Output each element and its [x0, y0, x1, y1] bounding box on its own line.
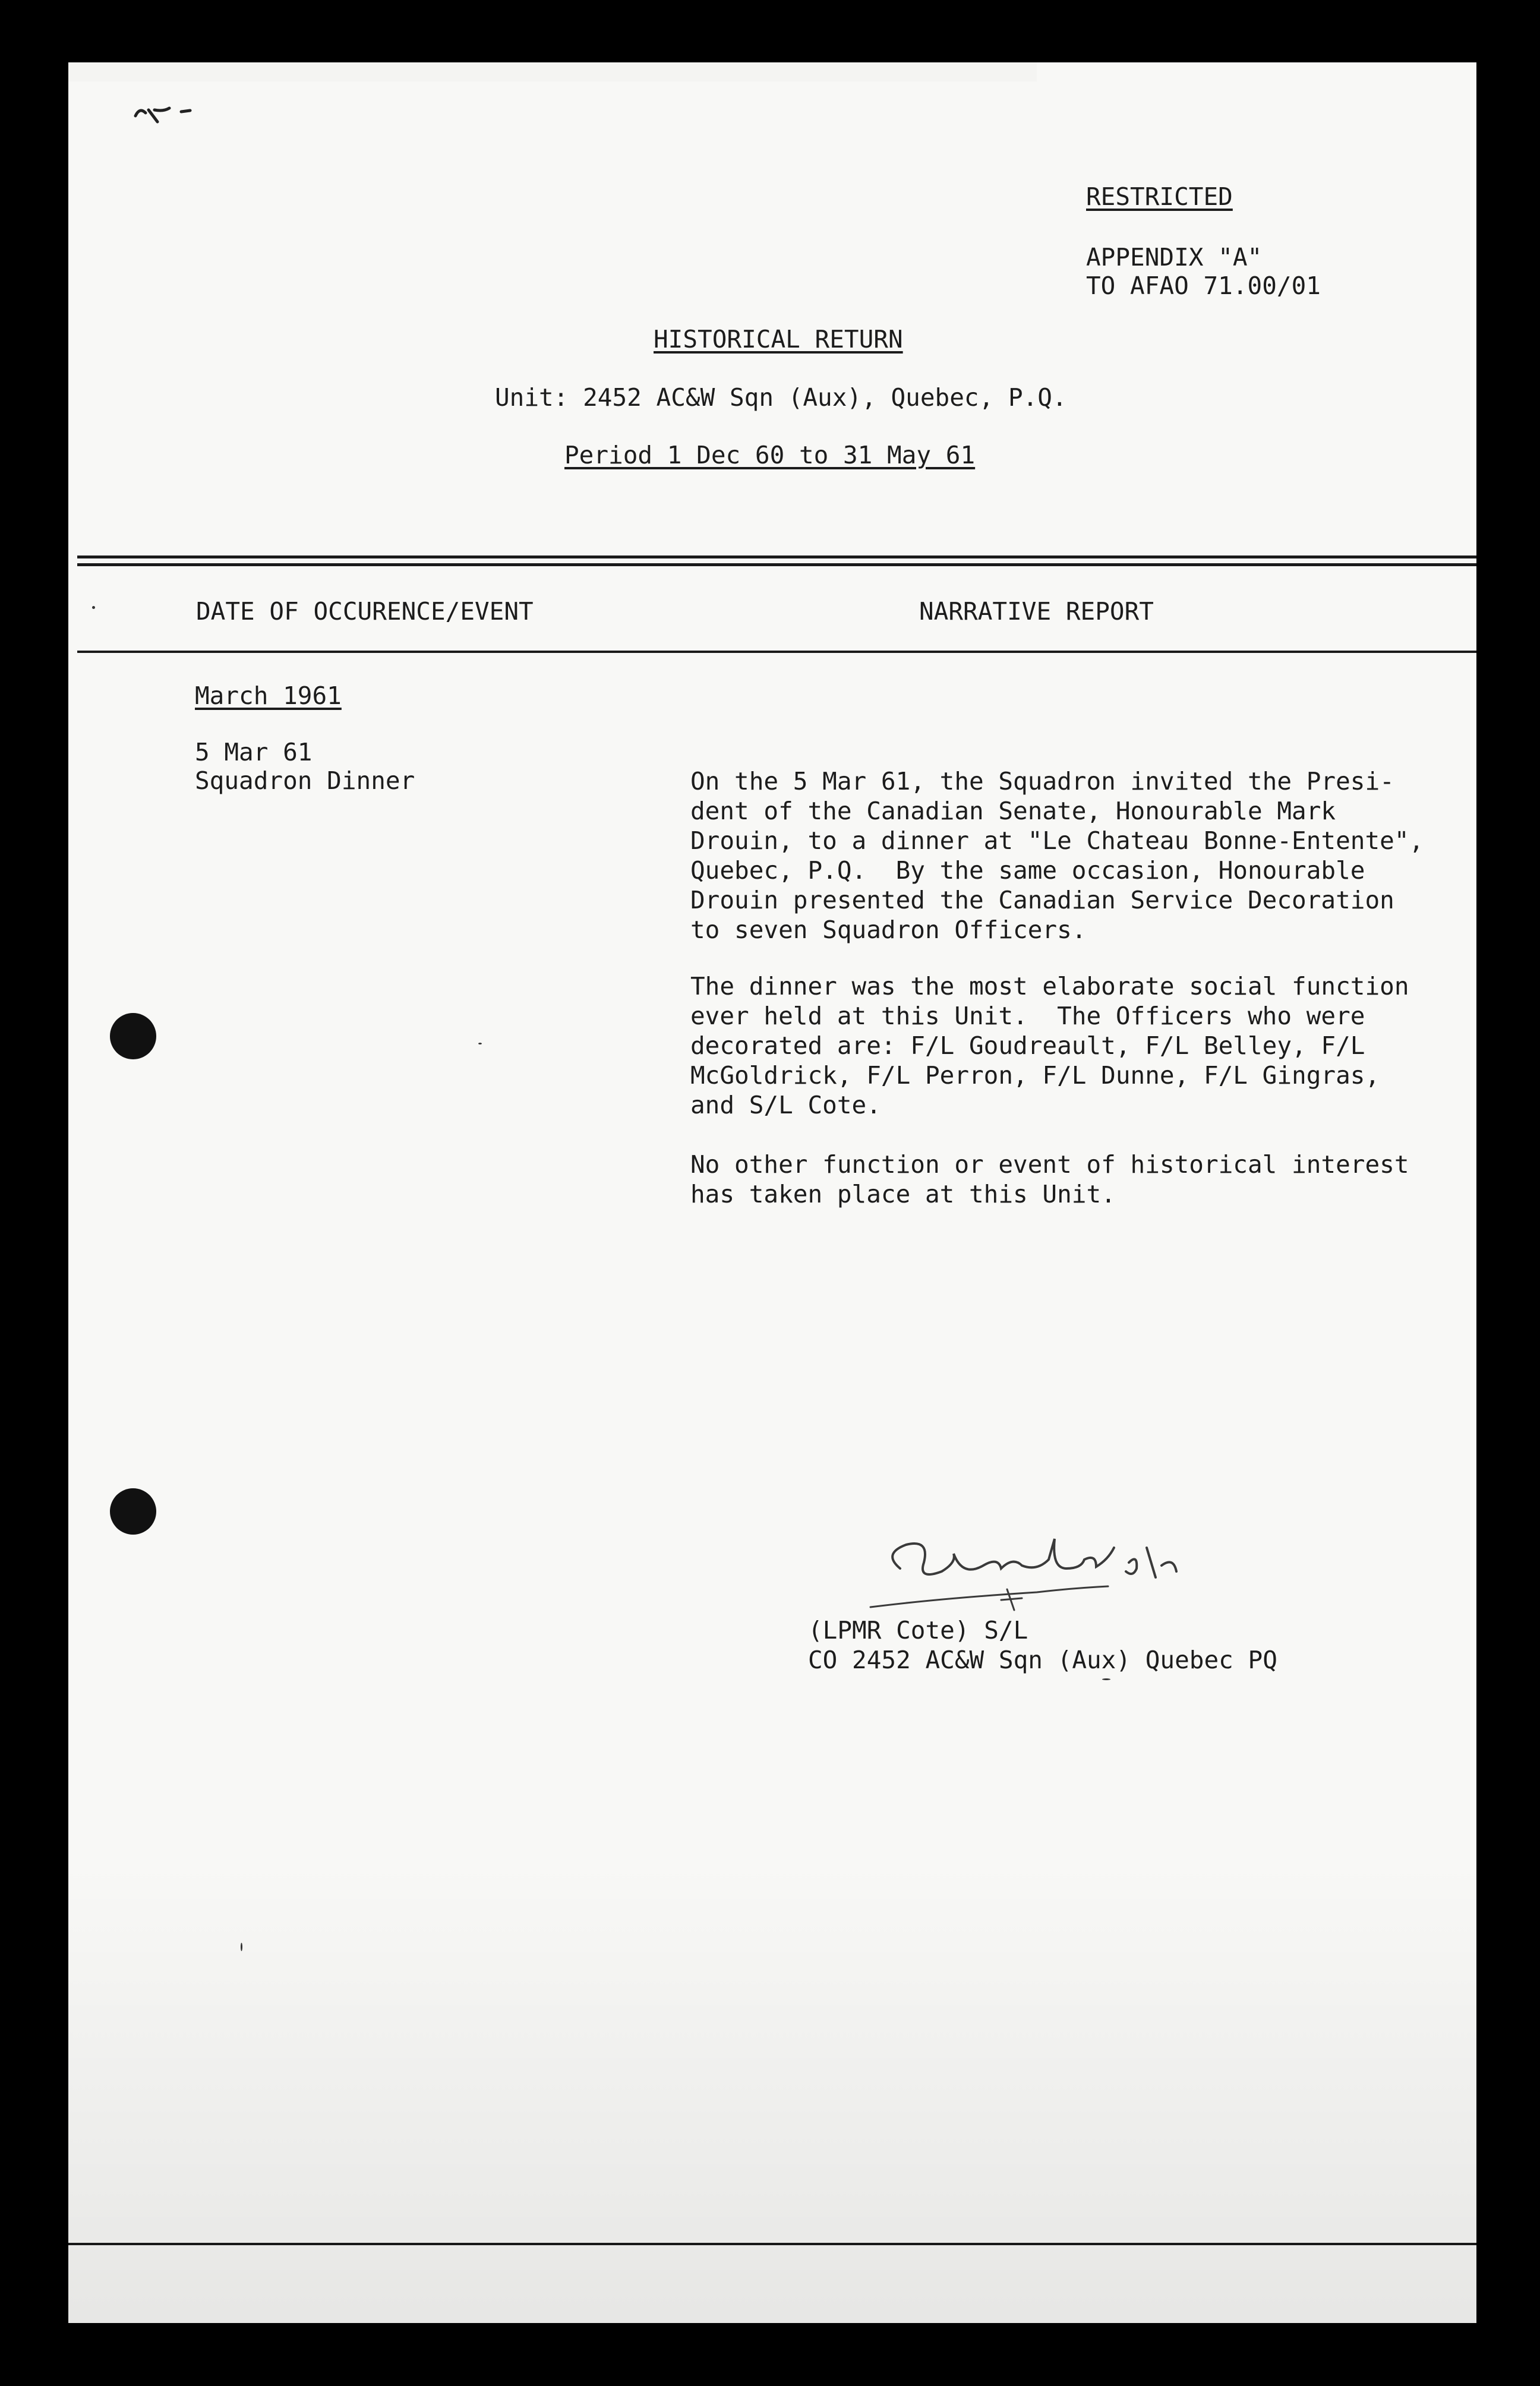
header-rule-bottom — [77, 563, 1476, 566]
document-page — [68, 62, 1476, 2323]
narrative-paragraph: The dinner was the most elaborate social function ever held at this Unit. The Officers who were decorated are: F/L Goudreault, F/L Belley, F/L McGoldrick, F/L Perron, F/L Dunne, F/L Gingras, and S/L Cote. — [690, 972, 1409, 1119]
signatory-title: CO 2452 AC&W Sqn (Aux) Quebec PQ — [808, 1646, 1277, 1674]
scan-speck — [92, 606, 95, 609]
classification-label: RESTRICTED — [1086, 182, 1233, 211]
scan-speck — [478, 1043, 482, 1044]
footer-rule — [68, 2243, 1476, 2245]
event-date: 5 Mar 61 — [195, 738, 313, 766]
scan-shading — [68, 1860, 1476, 2323]
punch-hole — [110, 1488, 156, 1535]
period-line: Period 1 Dec 60 to 31 May 61 — [564, 441, 976, 469]
reference-label: TO AFAO 71.00/01 — [1086, 272, 1321, 300]
column-heading-narrative: NARRATIVE REPORT — [919, 597, 1154, 626]
unit-line: Unit: 2452 AC&W Sqn (Aux), Quebec, P.Q. — [495, 383, 1067, 412]
stray-mark — [131, 95, 202, 131]
document-title: HISTORICAL RETURN — [654, 325, 903, 354]
handwritten-signature — [859, 1512, 1239, 1625]
appendix-label: APPENDIX "A" — [1086, 243, 1263, 272]
event-name: Squadron Dinner — [195, 766, 415, 795]
scan-speck — [1102, 1678, 1110, 1680]
scan-speck — [241, 1943, 242, 1951]
month-heading: March 1961 — [195, 681, 342, 710]
column-heading-date: DATE OF OCCURENCE/EVENT — [196, 597, 534, 626]
punch-hole — [110, 1013, 156, 1059]
header-rule-top — [77, 556, 1476, 558]
scan-edge — [68, 62, 1037, 81]
narrative-paragraph: On the 5 Mar 61, the Squadron invited the Presi- dent of the Canadian Senate, Honourable Mark Drouin, to a dinner at "Le Chateau Bonne-Entente", Quebec, P.Q. By the same occasion, Honourable Drouin presented the Canadian Service Decoration to seven Squadron Officers. — [690, 767, 1424, 944]
signatory-name: (LPMR Cote) S/L — [808, 1616, 1028, 1645]
narrative-paragraph: No other function or event of historical interest has taken place at this Unit. — [690, 1150, 1409, 1208]
column-heading-rule — [77, 651, 1476, 653]
